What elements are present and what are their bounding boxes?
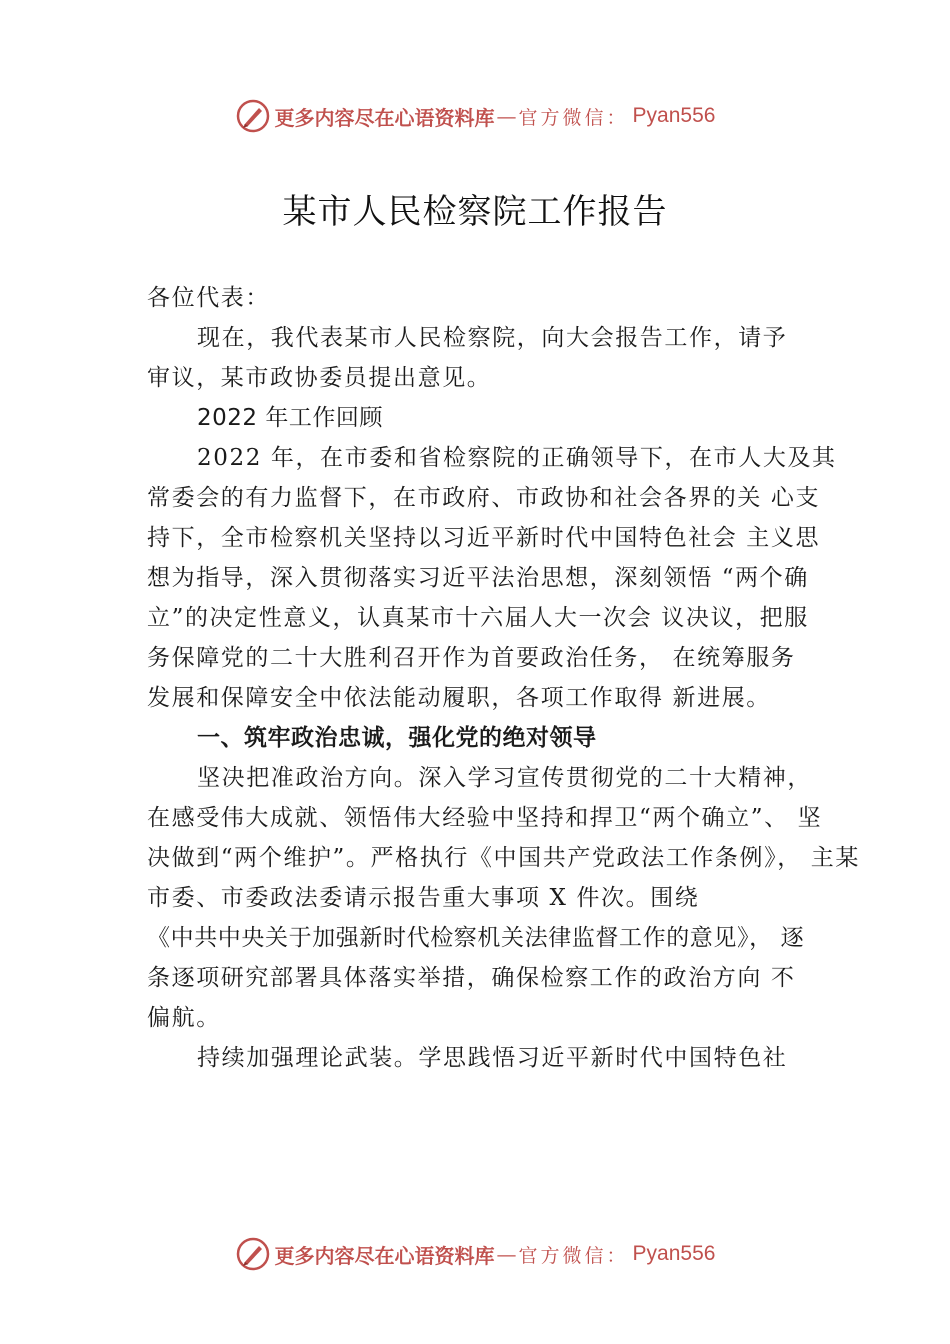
document-body xyxy=(147,278,860,1078)
watermark-footer xyxy=(0,1234,950,1274)
pen-logo-icon xyxy=(235,1236,271,1272)
paragraph-line: 决做到“两个维护”。严格执行《中国共产党政法工作条例》， 主某 xyxy=(147,845,860,871)
paragraph-line: 发展和保障安全中依法能动履职，各项工作取得 新进展。 xyxy=(147,685,771,711)
watermark-wechat-label: 官方微信： xyxy=(518,1244,629,1267)
watermark-brand: 更多内容尽在心语资料库 xyxy=(274,1243,495,1268)
paragraph-line: 持续加强理论武装。学思践悟习近平新时代中国特色社 xyxy=(197,1045,788,1071)
salutation: 各位代表： xyxy=(147,285,270,311)
paragraph-line: 现在，我代表某市人民检察院，向大会报告工作，请予 xyxy=(197,325,788,351)
section-heading-one: 一、筑牢政治忠诚，强化党的绝对领导 xyxy=(197,725,597,751)
paragraph-line: 市委、市委政法委请示报告重大事项 X 件次。围绕 xyxy=(147,885,700,911)
watermark-dash: — xyxy=(496,104,517,128)
paragraph-line: 审议，某市政协委员提出意见。 xyxy=(147,365,492,391)
section-heading-review: 2022 年工作回顾 xyxy=(197,405,383,431)
watermark-brand: 更多内容尽在心语资料库 xyxy=(274,105,495,130)
paragraph-line: 持下，全市检察机关坚持以习近平新时代中国特色社会 主义思 xyxy=(147,525,821,551)
paragraph-line: 立”的决定性意义，认真某市十六届人大一次会 议决议，把服 xyxy=(147,605,809,631)
paragraph-line: 在感受伟大成就、领悟伟大经验中坚持和捍卫“两个确立”、 坚 xyxy=(147,805,823,831)
watermark-account: Pyan556 xyxy=(632,104,716,127)
paragraph-line: 偏航。 xyxy=(147,1005,221,1031)
document-title: 某市人民检察院工作报告 xyxy=(282,192,668,232)
paragraph-line: 《中共中央关于加强新时代检察机关法律监督工作的意见》， 逐 xyxy=(147,925,805,951)
paragraph-line: 常委会的有力监督下，在市政府、市政协和社会各界的关 心支 xyxy=(147,485,821,511)
watermark-account: Pyan556 xyxy=(632,1242,716,1265)
paragraph-line: 务保障党的二十大胜利召开作为首要政治任务， 在统筹服务 xyxy=(147,645,796,671)
pen-logo-icon xyxy=(235,98,271,134)
watermark-header xyxy=(0,96,950,136)
paragraph-line: 2022 年，在市委和省检察院的正确领导下，在市人大及其 xyxy=(197,445,837,471)
watermark-dash: — xyxy=(496,1242,517,1266)
paragraph-line: 想为指导，深入贯彻落实习近平法治思想，深刻领悟 “两个确 xyxy=(147,565,809,591)
paragraph-line: 坚决把准政治方向。深入学习宣传贯彻党的二十大精神， xyxy=(197,765,812,791)
watermark-wechat-label: 官方微信： xyxy=(518,106,629,129)
paragraph-line: 条逐项研究部署具体落实举措，确保检察工作的政治方向 不 xyxy=(147,965,796,991)
